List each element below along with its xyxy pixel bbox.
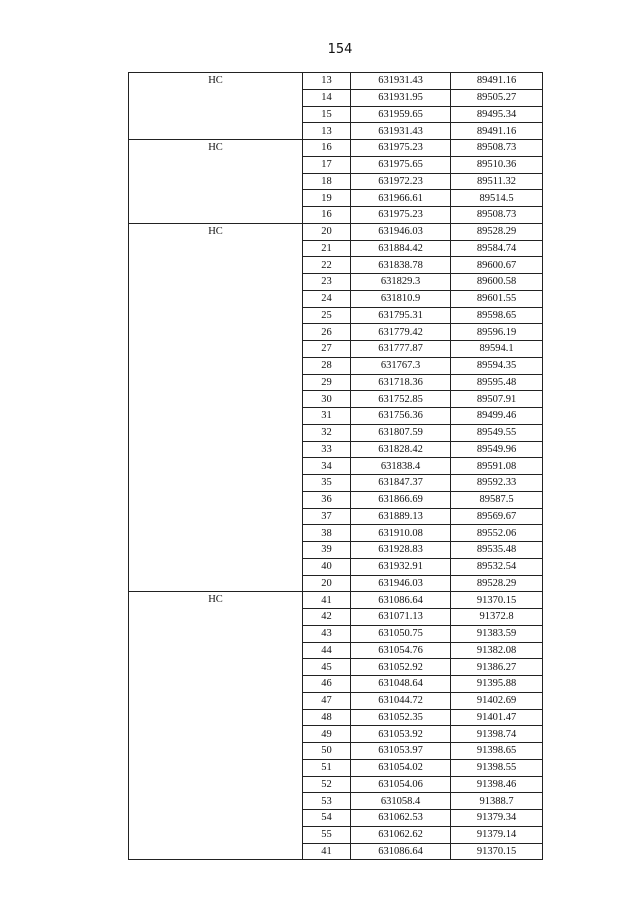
x-coordinate-cell: 631889.13: [351, 508, 451, 525]
point-number-cell: 20: [303, 575, 351, 592]
point-number-cell: 48: [303, 709, 351, 726]
x-coordinate-cell: 631752.85: [351, 391, 451, 408]
x-coordinate-cell: 631928.83: [351, 542, 451, 559]
y-coordinate-cell: 91382.08: [451, 642, 543, 659]
x-coordinate-cell: 631767.3: [351, 357, 451, 374]
x-coordinate-cell: 631975.23: [351, 207, 451, 224]
y-coordinate-cell: 89601.55: [451, 290, 543, 307]
y-coordinate-cell: 89510.36: [451, 156, 543, 173]
x-coordinate-cell: 631062.62: [351, 826, 451, 843]
y-coordinate-cell: 89532.54: [451, 558, 543, 575]
y-coordinate-cell: 89528.29: [451, 223, 543, 240]
x-coordinate-cell: 631086.64: [351, 843, 451, 860]
y-coordinate-cell: 89535.48: [451, 542, 543, 559]
y-coordinate-cell: 89491.16: [451, 73, 543, 90]
coordinates-table: [128, 72, 543, 860]
point-number-cell: 44: [303, 642, 351, 659]
y-coordinate-cell: 91370.15: [451, 843, 543, 860]
point-number-cell: 40: [303, 558, 351, 575]
x-coordinate-cell: 631053.92: [351, 726, 451, 743]
x-coordinate-cell: 631062.53: [351, 810, 451, 827]
y-coordinate-cell: 89569.67: [451, 508, 543, 525]
point-number-cell: 24: [303, 290, 351, 307]
x-coordinate-cell: 631053.97: [351, 743, 451, 760]
point-number-cell: 18: [303, 173, 351, 190]
point-number-cell: 27: [303, 341, 351, 358]
point-number-cell: 32: [303, 424, 351, 441]
x-coordinate-cell: 631931.43: [351, 73, 451, 90]
point-number-cell: 38: [303, 525, 351, 542]
y-coordinate-cell: 91383.59: [451, 625, 543, 642]
x-coordinate-cell: 631052.92: [351, 659, 451, 676]
point-number-cell: 13: [303, 123, 351, 140]
group-label: HC: [129, 592, 303, 860]
table-row: [129, 592, 543, 609]
point-number-cell: 52: [303, 776, 351, 793]
point-number-cell: 21: [303, 240, 351, 257]
x-coordinate-cell: 631946.03: [351, 223, 451, 240]
y-coordinate-cell: 89491.16: [451, 123, 543, 140]
x-coordinate-cell: 631866.69: [351, 491, 451, 508]
x-coordinate-cell: 631972.23: [351, 173, 451, 190]
point-number-cell: 47: [303, 692, 351, 709]
point-number-cell: 16: [303, 140, 351, 157]
y-coordinate-cell: 89600.58: [451, 274, 543, 291]
point-number-cell: 34: [303, 458, 351, 475]
x-coordinate-cell: 631052.35: [351, 709, 451, 726]
x-coordinate-cell: 631071.13: [351, 609, 451, 626]
x-coordinate-cell: 631054.02: [351, 759, 451, 776]
y-coordinate-cell: 89594.1: [451, 341, 543, 358]
point-number-cell: 50: [303, 743, 351, 760]
y-coordinate-cell: 91398.65: [451, 743, 543, 760]
point-number-cell: 28: [303, 357, 351, 374]
point-number-cell: 23: [303, 274, 351, 291]
x-coordinate-cell: 631795.31: [351, 307, 451, 324]
point-number-cell: 20: [303, 223, 351, 240]
y-coordinate-cell: 91398.55: [451, 759, 543, 776]
point-number-cell: 33: [303, 441, 351, 458]
point-number-cell: 31: [303, 408, 351, 425]
x-coordinate-cell: 631050.75: [351, 625, 451, 642]
y-coordinate-cell: 91398.74: [451, 726, 543, 743]
point-number-cell: 36: [303, 491, 351, 508]
x-coordinate-cell: 631975.65: [351, 156, 451, 173]
y-coordinate-cell: 89528.29: [451, 575, 543, 592]
point-number-cell: 49: [303, 726, 351, 743]
y-coordinate-cell: 91388.7: [451, 793, 543, 810]
point-number-cell: 41: [303, 843, 351, 860]
point-number-cell: 30: [303, 391, 351, 408]
x-coordinate-cell: 631058.4: [351, 793, 451, 810]
point-number-cell: 55: [303, 826, 351, 843]
x-coordinate-cell: 631807.59: [351, 424, 451, 441]
point-number-cell: 14: [303, 89, 351, 106]
point-number-cell: 19: [303, 190, 351, 207]
point-number-cell: 15: [303, 106, 351, 123]
y-coordinate-cell: 89514.5: [451, 190, 543, 207]
group-label: HC: [129, 223, 303, 592]
table-row: [129, 140, 543, 157]
x-coordinate-cell: 631946.03: [351, 575, 451, 592]
point-number-cell: 25: [303, 307, 351, 324]
y-coordinate-cell: 89594.35: [451, 357, 543, 374]
x-coordinate-cell: 631779.42: [351, 324, 451, 341]
y-coordinate-cell: 89596.19: [451, 324, 543, 341]
point-number-cell: 29: [303, 374, 351, 391]
point-number-cell: 45: [303, 659, 351, 676]
x-coordinate-cell: 631829.3: [351, 274, 451, 291]
y-coordinate-cell: 89511.32: [451, 173, 543, 190]
x-coordinate-cell: 631838.78: [351, 257, 451, 274]
y-coordinate-cell: 89584.74: [451, 240, 543, 257]
y-coordinate-cell: 91398.46: [451, 776, 543, 793]
point-number-cell: 46: [303, 676, 351, 693]
y-coordinate-cell: 91372.8: [451, 609, 543, 626]
y-coordinate-cell: 89600.67: [451, 257, 543, 274]
point-number-cell: 26: [303, 324, 351, 341]
table-row: [129, 73, 543, 90]
x-coordinate-cell: 631054.76: [351, 642, 451, 659]
x-coordinate-cell: 631966.61: [351, 190, 451, 207]
y-coordinate-cell: 89495.34: [451, 106, 543, 123]
y-coordinate-cell: 89549.96: [451, 441, 543, 458]
x-coordinate-cell: 631847.37: [351, 475, 451, 492]
x-coordinate-cell: 631910.08: [351, 525, 451, 542]
point-number-cell: 43: [303, 625, 351, 642]
x-coordinate-cell: 631054.06: [351, 776, 451, 793]
group-label: HC: [129, 140, 303, 224]
x-coordinate-cell: 631086.64: [351, 592, 451, 609]
point-number-cell: 35: [303, 475, 351, 492]
y-coordinate-cell: 89507.91: [451, 391, 543, 408]
point-number-cell: 39: [303, 542, 351, 559]
x-coordinate-cell: 631884.42: [351, 240, 451, 257]
point-number-cell: 37: [303, 508, 351, 525]
x-coordinate-cell: 631828.42: [351, 441, 451, 458]
y-coordinate-cell: 89595.48: [451, 374, 543, 391]
x-coordinate-cell: 631931.95: [351, 89, 451, 106]
y-coordinate-cell: 91370.15: [451, 592, 543, 609]
x-coordinate-cell: 631931.43: [351, 123, 451, 140]
x-coordinate-cell: 631932.91: [351, 558, 451, 575]
y-coordinate-cell: 91379.34: [451, 810, 543, 827]
y-coordinate-cell: 89592.33: [451, 475, 543, 492]
y-coordinate-cell: 89598.65: [451, 307, 543, 324]
coordinates-table-body: [129, 73, 543, 860]
y-coordinate-cell: 91395.88: [451, 676, 543, 693]
x-coordinate-cell: 631718.36: [351, 374, 451, 391]
x-coordinate-cell: 631777.87: [351, 341, 451, 358]
x-coordinate-cell: 631959.65: [351, 106, 451, 123]
group-label: HC: [129, 73, 303, 140]
y-coordinate-cell: 89591.08: [451, 458, 543, 475]
y-coordinate-cell: 89505.27: [451, 89, 543, 106]
y-coordinate-cell: 91386.27: [451, 659, 543, 676]
y-coordinate-cell: 89552.06: [451, 525, 543, 542]
y-coordinate-cell: 89499.46: [451, 408, 543, 425]
y-coordinate-cell: 89549.55: [451, 424, 543, 441]
point-number-cell: 51: [303, 759, 351, 776]
y-coordinate-cell: 89587.5: [451, 491, 543, 508]
x-coordinate-cell: 631044.72: [351, 692, 451, 709]
point-number-cell: 54: [303, 810, 351, 827]
page-number: 154: [327, 42, 353, 57]
y-coordinate-cell: 91379.14: [451, 826, 543, 843]
point-number-cell: 17: [303, 156, 351, 173]
y-coordinate-cell: 91401.47: [451, 709, 543, 726]
x-coordinate-cell: 631838.4: [351, 458, 451, 475]
point-number-cell: 42: [303, 609, 351, 626]
point-number-cell: 16: [303, 207, 351, 224]
table-row: [129, 223, 543, 240]
y-coordinate-cell: 89508.73: [451, 207, 543, 224]
point-number-cell: 53: [303, 793, 351, 810]
y-coordinate-cell: 91402.69: [451, 692, 543, 709]
x-coordinate-cell: 631048.64: [351, 676, 451, 693]
point-number-cell: 41: [303, 592, 351, 609]
point-number-cell: 22: [303, 257, 351, 274]
x-coordinate-cell: 631756.36: [351, 408, 451, 425]
point-number-cell: 13: [303, 73, 351, 90]
y-coordinate-cell: 89508.73: [451, 140, 543, 157]
x-coordinate-cell: 631975.23: [351, 140, 451, 157]
x-coordinate-cell: 631810.9: [351, 290, 451, 307]
